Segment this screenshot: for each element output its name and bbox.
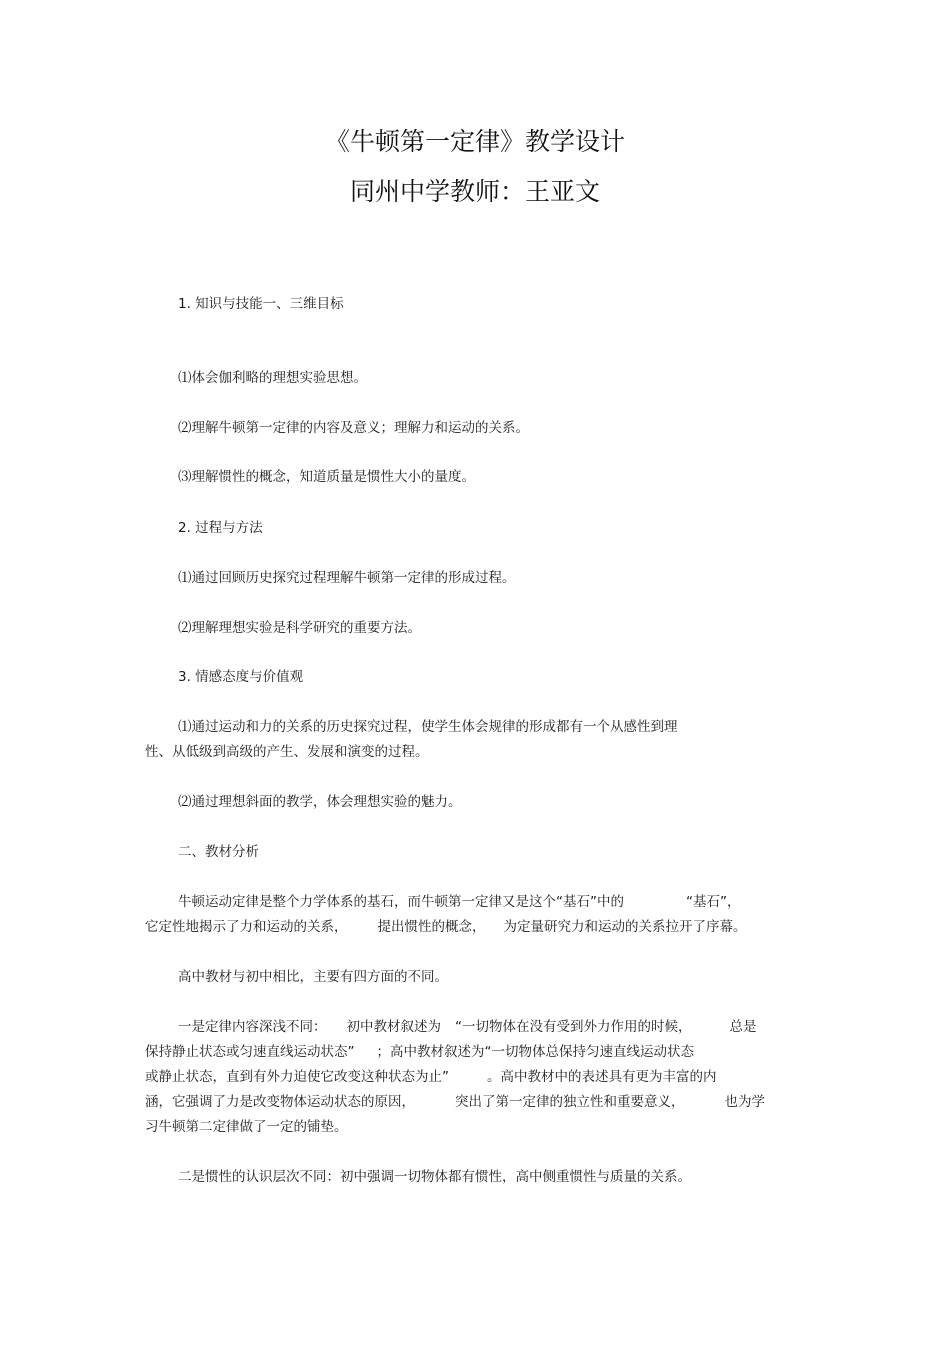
paragraph-line: 牛顿运动定律是整个力学体系的基石，而牛顿第一定律又是这个“基石”中的 “基石”， [178, 894, 741, 910]
paragraph-line: 涵，它强调了力是改变物体运动状态的原因， 突出了第一定律的独立性和重要意义， 也为学 [145, 1094, 765, 1110]
paragraph-line: 它定性地揭示了力和运动的关系， 提出惯性的概念， 为定量研究力和运动的关系拉开了序幕。 [145, 919, 747, 935]
paragraph-line: 高中教材与初中相比，主要有四方面的不同。 [178, 969, 448, 985]
paragraph-line: 一是定律内容深浅不同： 初中教材叙述为 “一切物体在没有受到外力作用的时候， 总是 [178, 1019, 757, 1035]
paragraph-line: 二是惯性的认识层次不同：初中强调一切物体都有惯性，高中侧重惯性与质量的关系。 [178, 1169, 691, 1185]
process-item: ⑴通过回顾历史探究过程理解牛顿第一定律的形成过程。 [178, 570, 516, 586]
section-heading-analysis: 二、教材分析 [178, 844, 259, 860]
paragraph-line: 或静止状态，直到有外力迫使它改变这种状态为止” 。高中教材中的表述具有更为丰富的内 [145, 1069, 717, 1085]
paragraph-line: 保持静止状态或匀速直线运动状态” ；高中教材叙述为“一切物体总保持匀速直线运动状态 [145, 1044, 694, 1060]
attitude-item-line: ⑴通过运动和力的关系的历史探究过程，使学生体会规律的形成都有一个从感性到理 [178, 719, 678, 735]
attitude-item-line: 性、从低级到高级的产生、发展和演变的过程。 [145, 744, 429, 760]
objective-item: ⑵理解牛顿第一定律的内容及意义；理解力和运动的关系。 [178, 420, 529, 436]
document-title: 《牛顿第一定律》教学设计 [324, 127, 625, 156]
section-heading-process: 2. 过程与方法 [178, 520, 263, 536]
objective-item: ⑴体会伽利略的理想实验思想。 [178, 370, 367, 386]
process-item: ⑵理解理想实验是科学研究的重要方法。 [178, 620, 421, 636]
author-line: 同州中学教师：王亚文 [349, 177, 600, 206]
attitude-item: ⑵通过理想斜面的教学，体会理想实验的魅力。 [178, 794, 462, 810]
paragraph-line: 习牛顿第二定律做了一定的铺垫。 [145, 1119, 348, 1135]
section-heading-attitude: 3. 情感态度与价值观 [178, 669, 304, 685]
section-heading-objectives: 1. 知识与技能一、三维目标 [178, 296, 344, 312]
objective-item: ⑶理解惯性的概念，知道质量是惯性大小的量度。 [178, 469, 475, 485]
